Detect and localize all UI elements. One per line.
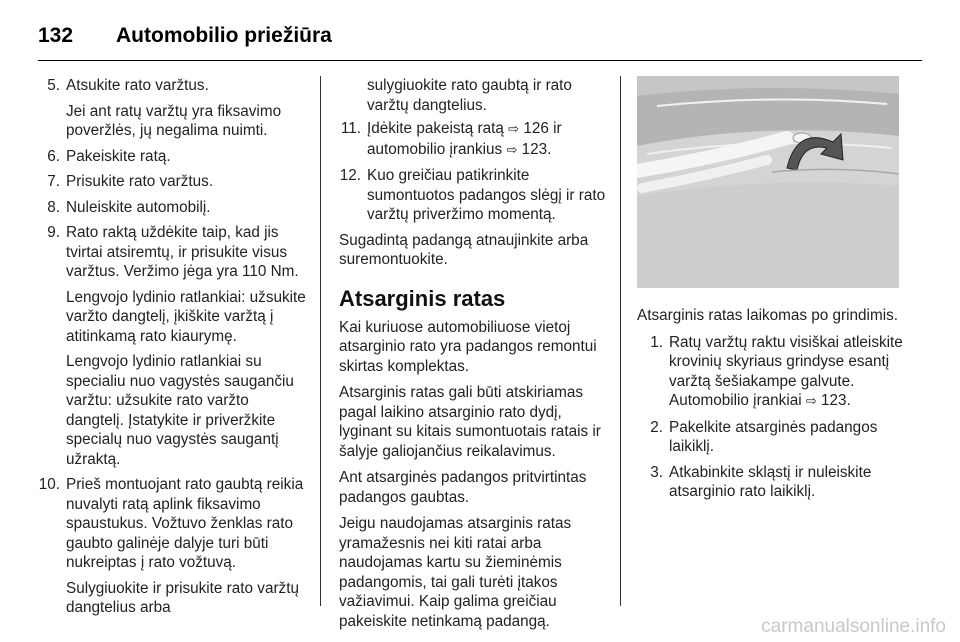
steps-list — [38, 76, 306, 618]
list-item — [38, 198, 306, 218]
section-heading: Atsarginis ratas — [339, 285, 506, 311]
step-text: Atkabinkite skląstį ir nuleiskite atsarginio rato laikiklį. — [669, 463, 872, 500]
step-number: 8. — [47, 198, 60, 216]
step-continuation: sulygiuokite rato gaubtą ir rato varžtų dangtelius. — [367, 77, 572, 114]
step-number: 11. — [340, 120, 361, 137]
step-text: Pakeiskite ratą. — [66, 147, 171, 165]
step-text — [367, 119, 607, 160]
column-1 — [38, 76, 306, 624]
step-number: 7. — [47, 173, 60, 190]
paragraph: Ant atsarginės padangos pritvirtintas padangos gaubtas. — [339, 469, 587, 506]
list-item — [339, 76, 607, 115]
list-item — [38, 223, 306, 469]
cross-reference-icon: ⇨ — [805, 394, 817, 409]
list-item — [38, 76, 306, 141]
list-item — [38, 475, 306, 618]
step-text — [669, 333, 907, 412]
steps-list — [641, 333, 907, 502]
step-text-part: 123. — [521, 140, 552, 158]
paragraph: Sugadintą padangą atnaujinkite arba suremontuokite. — [339, 231, 589, 268]
step-number: 9. — [47, 224, 60, 241]
list-item — [641, 463, 907, 502]
steps-list — [339, 76, 607, 225]
step-text: Kuo greičiau patikrinkite sumontuotos padangos slėgį ir rato varžtų priveržimo momentą. — [367, 167, 606, 223]
list-item — [641, 418, 907, 457]
column-2 — [339, 76, 607, 638]
step-text: Prieš montuojant rato gaubtą reikia nuvalyti ratą aplink fiksavimo spaustukus. Vožtuvo ženklas rato gaubto galinėje dalyje turi būti nukreiptas į rato vožtuvą. — [66, 476, 304, 571]
watermark: carmanualsonline.info — [761, 616, 946, 637]
list-item — [339, 119, 607, 160]
step-text-part: 126 ir automobilio įrankius — [367, 120, 562, 158]
step-subtext: Jei ant ratų varžtų yra fiksavimo poveržlės, jų negalima nuimti. — [66, 102, 282, 139]
step-text-part: Įdėkite pakeistą ratą — [367, 120, 509, 137]
section-body — [339, 318, 607, 632]
step-text: Nuleiskite automobilį. — [66, 198, 211, 216]
step-text: Rato raktą uždėkite taip, kad jis tvirtai atsiremtų, ir prisukite visus varžtus. Veržimo jėga yra 110 Nm. — [66, 224, 299, 280]
step-number: 1. — [650, 333, 663, 351]
column-divider-1 — [320, 76, 321, 606]
cross-reference-icon: ⇨ — [508, 122, 520, 137]
step-number: 12. — [339, 167, 361, 184]
step-subtext: Sulygiuokite ir prisukite rato varžtų dangtelius arba — [66, 579, 299, 616]
list-item — [339, 166, 607, 225]
step-text: Atsukite rato varžtus. — [66, 77, 209, 94]
trunk-floor-drawing — [637, 76, 899, 288]
paragraph: Atsarginis ratas laikomas po grindimis. — [637, 307, 898, 324]
page-title: Automobilio priežiūra — [116, 24, 332, 47]
step-text-part: 123. — [821, 392, 851, 409]
page-number: 132 — [38, 24, 74, 47]
step-subtext: Lengvojo lydinio ratlankiai su specialiu nuo vagystės saugančiu varžtu: užsukite rato varžto dangtelį. Įstatykite ir priveržkite specialų nuo vagystės saugantį užraktą. — [66, 353, 294, 468]
page-header — [38, 14, 960, 54]
paragraph: Atsarginis ratas gali būti atskiriamas pagal laikino atsarginio rato dydį, lyginant su kitais sumontuotais ratais ir šalyje galiojančius reikalavimus. — [339, 384, 601, 460]
header-divider — [38, 60, 922, 61]
step-number: 6. — [47, 147, 60, 165]
step-text-part: Ratų varžtų raktu visiškai atleiskite krovinių skyriaus grindyse esantį varžtą šešiakampe galvute. Automobilio įrankiai — [669, 333, 903, 409]
step-text: Pakelkite atsarginės padangos laikiklį. — [669, 418, 878, 455]
step-subtext: Lengvojo lydinio ratlankiai: užsukite varžto dangtelį, įkiškite varžtą į atitinkamą rato kiaurymę. — [66, 288, 306, 345]
step-number: 10. — [38, 476, 60, 493]
step-number: 3. — [650, 463, 663, 481]
list-item — [38, 172, 306, 192]
list-item — [641, 333, 907, 412]
column-divider-2 — [620, 76, 621, 606]
step-number: 2. — [650, 418, 663, 436]
paragraph: Jeigu naudojamas atsarginis ratas yramažesnis nei kiti ratai arba naudojamas kartu su žieminėmis padangomis, tai gali turėti įtakos važiavimui. Kaip galima greičiau pakeiskite netinkamą padangą. — [339, 515, 572, 630]
list-item — [38, 147, 306, 167]
spare-wheel-illustration — [637, 76, 899, 288]
column-3 — [637, 76, 907, 508]
paragraph: Kai kuriuose automobiliuose vietoj atsarginio rato yra padangos remontui skirtas komplektas. — [339, 318, 597, 375]
step-text: Prisukite rato varžtus. — [66, 173, 214, 190]
cross-reference-icon: ⇨ — [506, 142, 518, 158]
step-number: 5. — [47, 77, 60, 94]
